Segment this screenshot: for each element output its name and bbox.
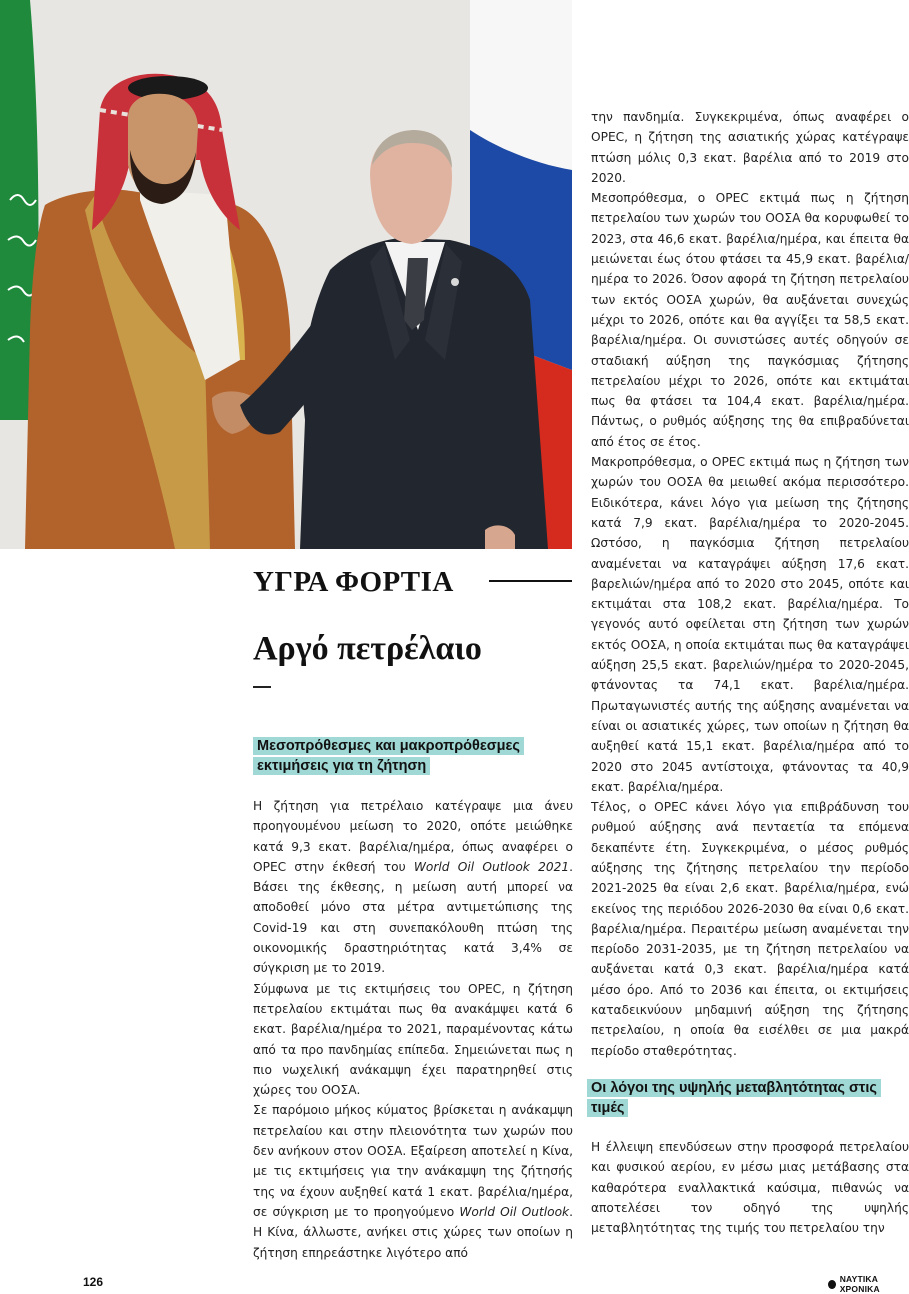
page-number: 126 [83,1275,104,1289]
right-paragraph-1: την πανδημία. Συγκεκριμένα, όπως αναφέρει ο OPEC, η ζήτηση της ασιατικής χώρας κατέγραψε πτώση μόλις 0,3 εκατ. βαρέλια από το 2019 στο 2020. [591,110,909,185]
right-paragraph-5: Η έλλειψη επενδύσεων στην προσφορά πετρελαίου και φυσικού αερίου, εν μέσω μιας μετάβασης στα καθαρότερα εναλλακτικά καύσιμα, πιθανώς να αποτελέσει τον οδηγό της υψηλής μεταβλητότητας της τιμής του πετρελαίου την [591,1140,909,1236]
right-column-bottom [591,1137,909,1238]
subhead-left-text: Μεσοπρόθεσμες και μακροπρόθεσμες εκτιμήσεις για τη ζήτηση [253,737,524,775]
subhead-demand-estimates [253,736,543,776]
headline-dash [253,686,271,688]
report-title: World Oil Outlook 2021 [413,859,570,874]
brand-name: ΝΑΥΤΙΚΑ ΧΡΟΝΙΚΑ [839,1274,880,1294]
article-photo [0,0,572,549]
left-paragraph-1: Η ζήτηση για πετρέλαιο κατέγραψε μια άνευ προηγουμένου μείωση το 2020, οπότε μειώθηκε κατά 9,3 εκατ. βαρέλια/ημέρα, όπως αναφέρει ο OPEC στην έκθεσή του World Oil Outlook 2021. Βάσει της έκθεσης, η μείωση αυτή μπορεί να αποδοθεί μόνο στα μέτρα αντιμετώπισης της Covid-19 και στη συνεπακόλουθη πτώση της οικονομικής δραστηριότητας κατά 3,4% σε σύγκριση με το 2019. [253,799,573,976]
right-paragraph-4: Τέλος, ο OPEC κάνει λόγο για επιβράδυνση του ρυθμού αύξησης ανά πενταετία τα επόμενα δεκαπέντε έτη. Συγκεκριμένα, ο μέσος ρυθμός αύξησης της ζήτησης πετρελαίου την περίοδο 2021-2025 θα είναι 2,6 εκατ. βαρέλια/ημέρα, ενώ εκείνος της περιόδου 2026-2030 θα είναι 0,6 εκατ. βαρέλια/ημέρα. Περαιτέρω μείωση αναμένεται την περίοδο 2031-2035, με τη ζήτηση πετρελαίου να αυξάνεται κατά 0,3 εκατ. βαρέλια/ημέρα κατά μέσο όρο. Από το 2036 και έπειτα, οι εκτιμήσεις καταδεικνύουν μηδαμινή αύξηση της ζήτησης πετρελαίου, η οποία θα εισέλθει σε μια μακρά περίοδο σταθερότητας. [591,800,909,1058]
subhead-right-text: Οι λόγοι της υψηλής μεταβλητότητας στις τιμές [587,1079,881,1117]
article-headline: Αργό πετρέλαιο [253,630,482,667]
right-paragraph-3: Μακροπρόθεσμα, ο OPEC εκτιμά πως η ζήτηση των χωρών του ΟΟΣΑ θα μειωθεί ακόμα περισσότερο. Ειδικότερα, κάνει λόγο για μείωση της ζήτησης κατά 7,9 εκατ. βαρέλια/ημέρα το 2020-2045. Ωστόσο, η παγκόσμια ζήτηση πετρελαίου αναμένεται να καταγράψει αύξηση 17,6 εκατ. βαρελιών/ημέρα από το 2020 στο 2045, οπότε και εκτιμάται στα 108,2 εκατ. βαρέλια/ημέρα. Το γεγονός αυτό οφείλεται στη ζήτηση των χωρών εκτός ΟΟΣΑ, η οποία εκτιμάται πως θα καταγράψει αύξηση 25,5 εκατ. βαρελιών/ημέρα το 2020-2045, φτάνοντας τα 74,1 εκατ. βαρέλια/ημέρα. Πρωταγωνιστές αυτής της αύξησης αναμένεται να είναι οι ασιατικές χώρες, των οποίων η ζήτηση θα αυξηθεί κατά 15,1 εκατ. βαρέλια/ημέρα από το 2020 στο 2045 αντίστοιχα, φτάνοντας τα 40,9 εκατ. βαρέλια/ημέρα. [591,455,909,794]
left-paragraph-3: Σε παρόμοιο μήκος κύματος βρίσκεται η ανάκαμψη πετρελαίου και στην πλειονότητα των χωρών που δεν ανήκουν στον ΟΟΣΑ. Εξαίρεση αποτελεί η Κίνα, με τις εκτιμήσεις για την ανάκαμψη της ζήτησής της να έχουν αυξηθεί κατά 1 εκατ. βαρέλια/ημέρα, σε σύγκριση με το προηγούμενο World Oil Outlook. Η Κίνα, άλλωστε, ανήκει στις χώρες των οποίων η ζήτηση επηρεάστηκε λιγότερο από [253,1103,573,1260]
brand-logo-icon [828,1280,836,1289]
magazine-brand [828,1274,909,1294]
handshake-photo-illustration [0,0,572,549]
right-column [591,107,909,1061]
left-column [253,796,573,1263]
subhead-price-volatility [587,1078,877,1118]
report-title-2: World Oil Outlook [459,1204,570,1219]
right-paragraph-2: Μεσοπρόθεσμα, ο OPEC εκτιμά πως η ζήτηση πετρελαίου των χωρών του ΟΟΣΑ θα κορυφωθεί το 2023, στα 46,6 εκατ. βαρέλια/ημέρα, και έπειτα θα μειώνεται έως ότου φτάσει τα 45,9 εκατ. βαρέλια/ημέρα το 2026. Όσον αφορά τη ζήτηση πετρελαίου των εκτός ΟΟΣΑ χωρών, θα αυξάνεται συνεχώς μέχρι το 2026, οπότε και θα αγγίξει τα 58,5 εκατ. βαρέλια/ημέρα. Οι συνιστώσες αυτές οδηγούν σε σταδιακή αύξηση της παγκόσμιας ζήτησης πετρελαίου μέχρι το 2026, οπότε και εκτιμάται πως θα φτάσει τα 104,4 εκατ. βαρέλια/ημέρα. Πάντως, ο ρυθμός αύξησης της θα επιβραδύνεται από έτος σε έτος. [591,191,909,449]
left-paragraph-2: Σύμφωνα με τις εκτιμήσεις του OPEC, η ζήτηση πετρελαίου εκτιμάται πως θα ανακάμψει κατά 6 εκατ. βαρέλια/ημέρα το 2021, παραμένοντας κάτω από τα προ πανδημίας επίπεδα. Σημειώνεται πως η πιο νωχελική ανάκαμψη έχει παρατηρηθεί στις χώρες του ΟΟΣΑ. [253,981,573,1098]
section-rule [489,580,572,582]
section-label: ΥΓΡΑ ΦΟΡΤΙΑ [253,566,454,598]
